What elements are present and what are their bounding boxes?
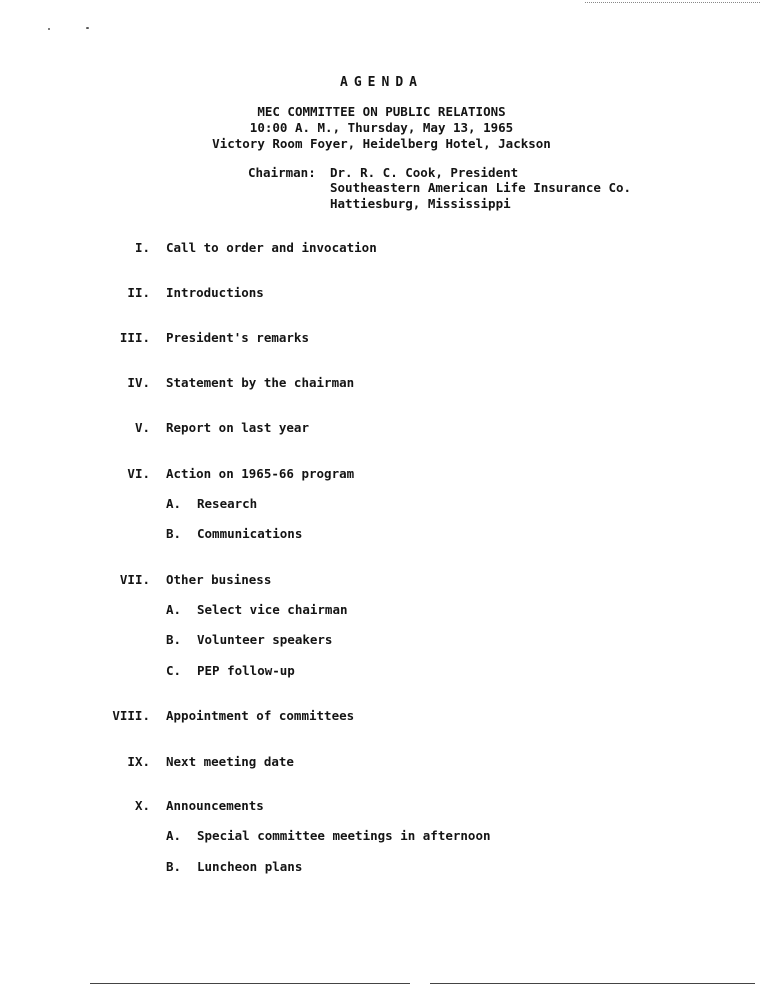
chairman-name: Dr. R. C. Cook, President	[330, 165, 519, 180]
item-text: President's remarks	[166, 330, 309, 345]
agenda-title: AGENDA	[340, 75, 423, 90]
committee-name: MEC COMMITTEE ON PUBLIC RELATIONS	[257, 104, 506, 119]
scan-edge-dots	[585, 2, 760, 3]
bottom-rule	[90, 983, 410, 984]
subitem-letter: A.	[166, 602, 182, 617]
subitem-text: Volunteer speakers	[197, 632, 333, 647]
item-text: Appointment of committees	[166, 708, 355, 723]
item-text: Introductions	[166, 285, 264, 300]
scan-speck	[86, 27, 89, 29]
subitem-text: Communications	[197, 526, 303, 541]
item-numeral: VI.	[127, 466, 150, 481]
subitem-text: PEP follow-up	[197, 663, 295, 678]
subitem-letter: C.	[166, 663, 182, 678]
item-numeral: I.	[134, 240, 150, 255]
subitem-letter: B.	[166, 632, 182, 647]
chairman-label: Chairman:	[248, 165, 316, 180]
meeting-datetime: 10:00 A. M., Thursday, May 13, 1965	[249, 120, 514, 135]
item-numeral: X.	[134, 798, 150, 813]
item-text: Report on last year	[166, 420, 309, 435]
item-numeral: III.	[119, 330, 150, 345]
item-numeral: VIII.	[112, 708, 150, 723]
item-numeral: V.	[134, 420, 150, 435]
item-numeral: IX.	[127, 754, 150, 769]
item-numeral: IV.	[127, 375, 150, 390]
item-text: Call to order and invocation	[166, 240, 377, 255]
item-text: Statement by the chairman	[166, 375, 355, 390]
item-text: Other business	[166, 572, 272, 587]
chairman-city: Hattiesburg, Mississippi	[330, 196, 511, 211]
subitem-text: Research	[197, 496, 258, 511]
bottom-rule	[430, 983, 755, 984]
item-text: Action on 1965-66 program	[166, 466, 355, 481]
chairman-company: Southeastern American Life Insurance Co.	[330, 180, 632, 195]
subitem-letter: A.	[166, 828, 182, 843]
subitem-text: Select vice chairman	[197, 602, 348, 617]
subitem-text: Special committee meetings in afternoon	[197, 828, 491, 843]
scan-speck	[48, 28, 50, 30]
item-numeral: II.	[127, 285, 150, 300]
meeting-location: Victory Room Foyer, Heidelberg Hotel, Jackson	[212, 136, 551, 151]
item-numeral: VII.	[119, 572, 150, 587]
subitem-letter: B.	[166, 526, 182, 541]
subitem-letter: B.	[166, 859, 182, 874]
subitem-text: Luncheon plans	[197, 859, 303, 874]
item-text: Announcements	[166, 798, 264, 813]
item-text: Next meeting date	[166, 754, 294, 769]
subitem-letter: A.	[166, 496, 182, 511]
